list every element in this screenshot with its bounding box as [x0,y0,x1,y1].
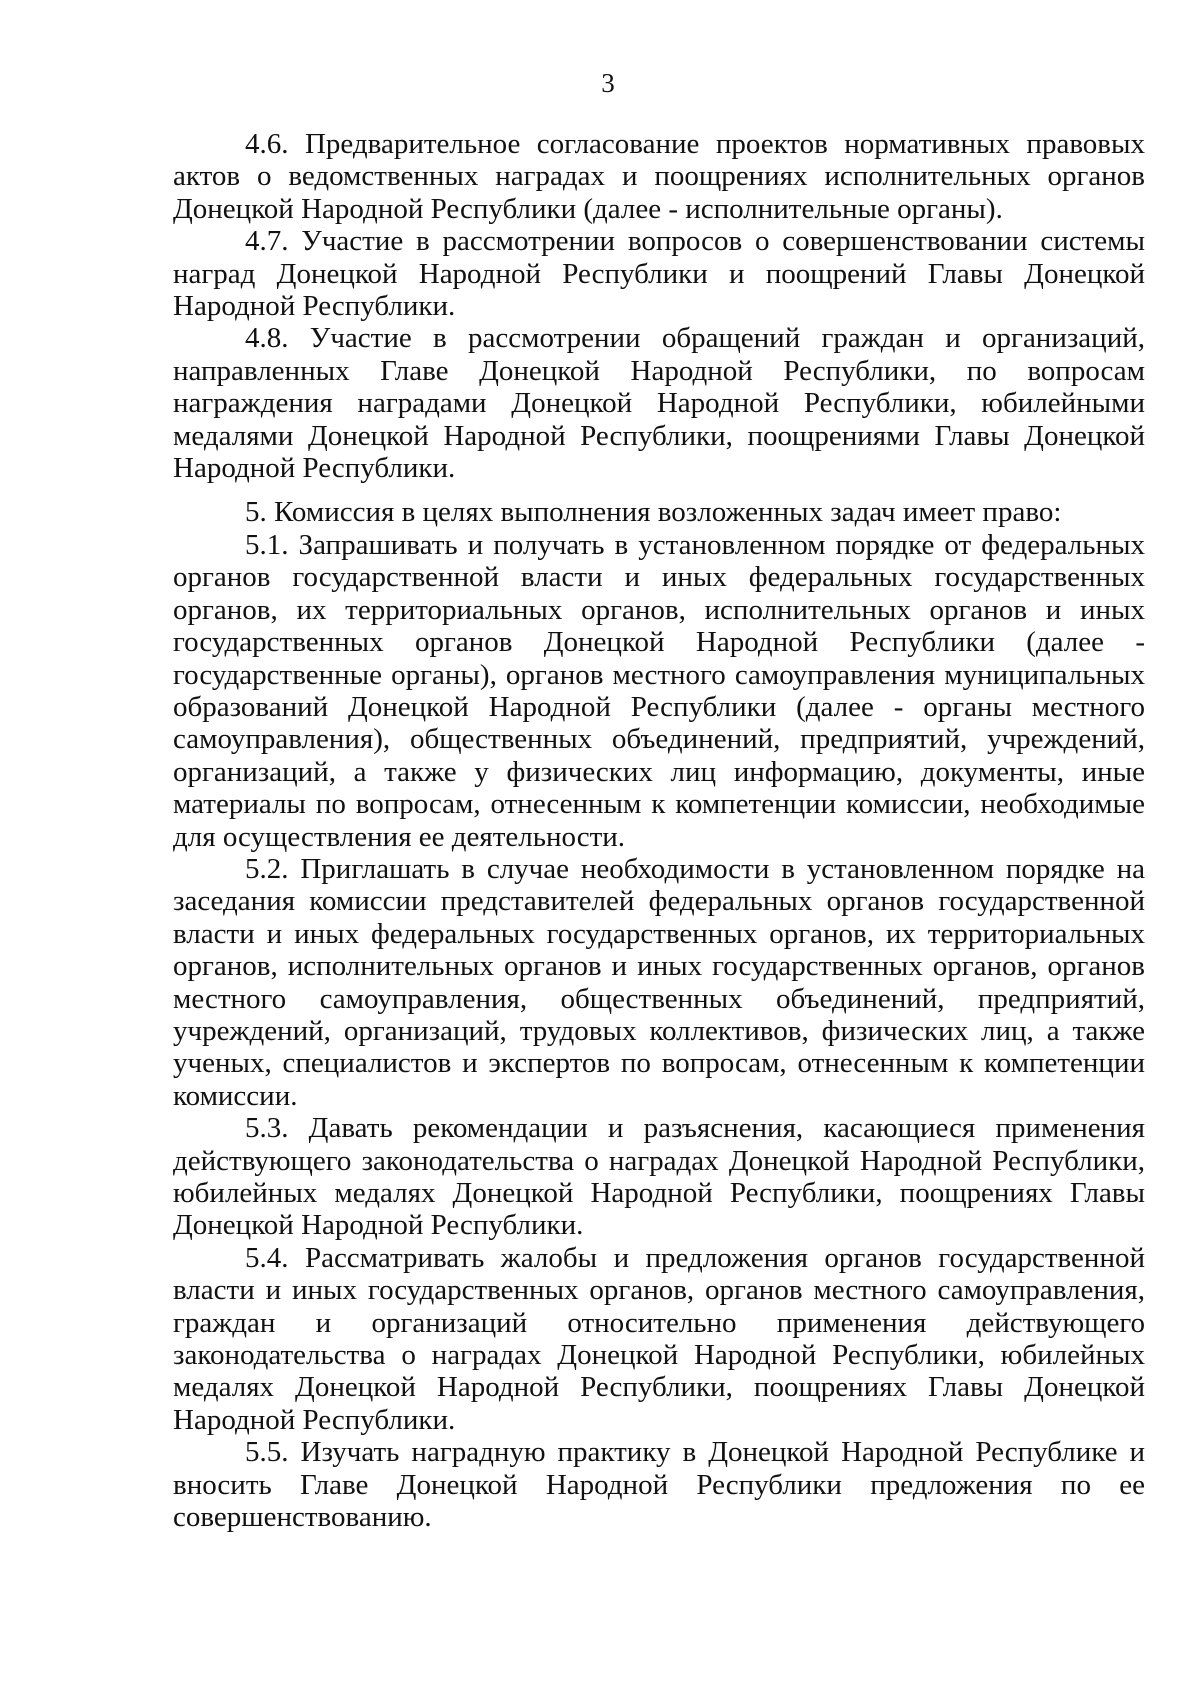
paragraph-5-3: 5.3. Давать рекомендации и разъяснения, касающиеся применения действующего законодательства о наградах Донецкой Народной Республики, юбилейных медалях Донецкой Народной Республики, поощрениях Главы Донецкой Народной Республики. [173,1112,1145,1242]
paragraph-5-1: 5.1. Запрашивать и получать в установленном порядке от федеральных органов государственной власти и иных федеральных государственных органов, их территориальных органов, исполнительных органов и иных государственных органов Донецкой Народной Республики (далее - государственные органы), органов местного самоуправления муниципальных образований Донецкой Народной Республики (далее - органы местного самоуправления), общественных объединений, предприятий, учреждений, организаций, а также у физических лиц информацию, документы, иные материалы по вопросам, отнесенным к компетенции комиссии, необходимые для осуществления ее деятельности. [173,528,1145,853]
page-number: 3 [601,68,615,98]
document-body [173,128,1145,1533]
paragraph-4-8: 4.8. Участие в рассмотрении обращений граждан и организаций, направленных Главе Донецкой Народной Республики, по вопросам награждения наградами Донецкой Народной Республики, юбилейными медалями Донецкой Народной Республики, поощрениями Главы Донецкой Народной Республики. [173,322,1145,485]
paragraph-4-6: 4.6. Предварительное согласование проектов нормативных правовых актов о ведомственных наградах и поощрениях исполнительных органов Донецкой Народной Республики (далее - исполнительные органы). [173,128,1145,225]
paragraph-5: 5. Комиссия в целях выполнения возложенных задач имеет право: [245,496,1062,529]
paragraph-5-5: 5.5. Изучать наградную практику в Донецкой Народной Республике и вносить Главе Донецкой Народной Республики предложения по ее совершенствованию. [173,1436,1145,1534]
paragraph-5-4: 5.4. Рассматривать жалобы и предложения органов государственной власти и иных государственных органов, органов местного самоуправления, граждан и организаций относительно применения действующего законодательства о наградах Донецкой Народной Республики, юбилейных медалях Донецкой Народной Республики, поощрениях Главы Донецкой Народной Республики. [173,1241,1145,1436]
paragraph-5-2: 5.2. Приглашать в случае необходимости в установленном порядке на заседания комиссии представителей федеральных органов государственной власти и иных федеральных государственных органов, их территориальных органов, исполнительных органов и иных государственных органов, органов местного самоуправления, общественных объединений, предприятий, учреждений, организаций, трудовых коллективов, физических лиц, а также ученых, специалистов и экспертов по вопросам, отнесенным к компетенции комиссии. [173,852,1145,1112]
paragraph-4-7: 4.7. Участие в рассмотрении вопросов о совершенствовании системы наград Донецкой Народной Республики и поощрений Главы Донецкой Народной Республики. [173,225,1145,323]
